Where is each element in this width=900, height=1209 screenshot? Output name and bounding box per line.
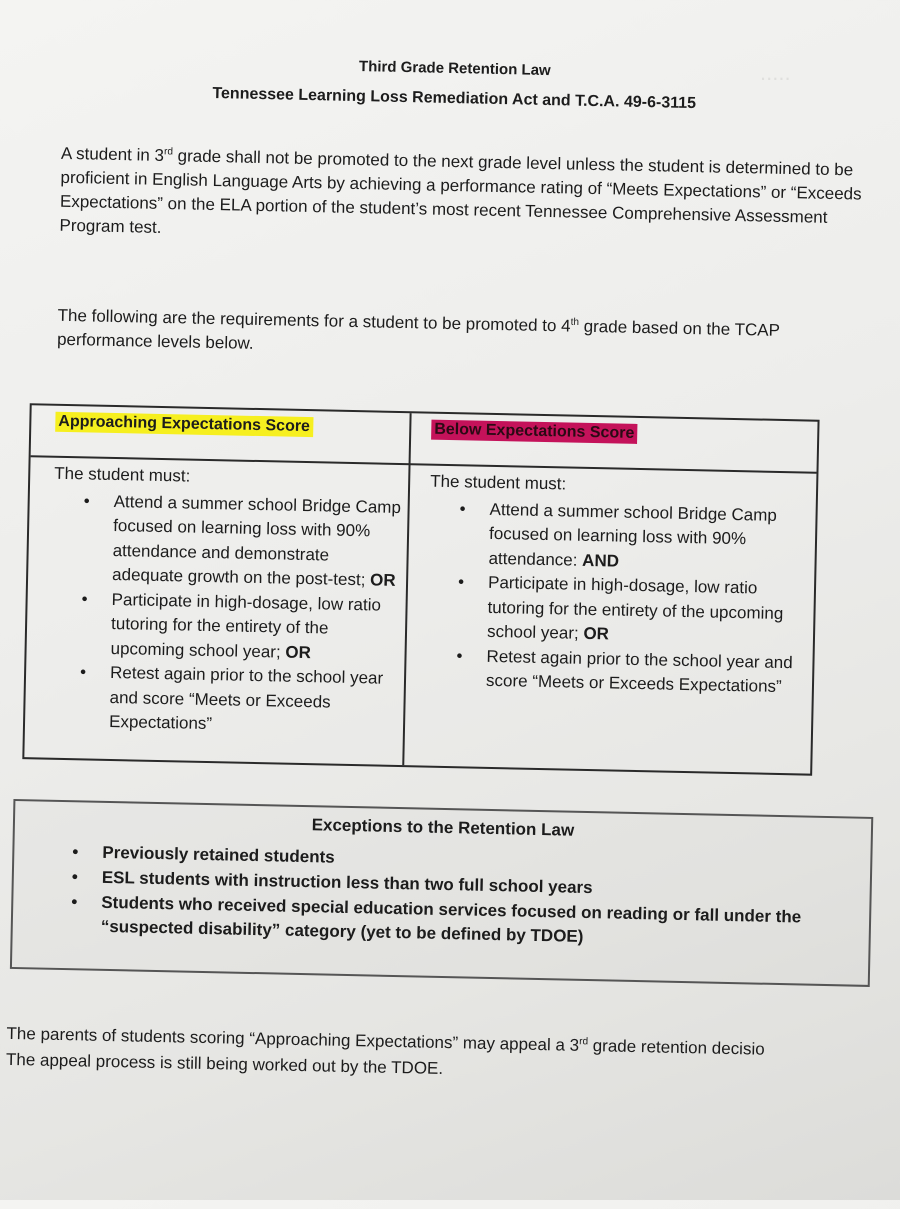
closing-line-2: The appeal process is still being worked out by the TDOE. [5, 1049, 444, 1079]
list-item: • Students who received special education services focused on reading or fall under the “suspected disability” category (yet to be defined by TDOE) [71, 892, 802, 946]
document-subtitle: Tennessee Learning Loss Remediation Act and T.C.A. 49-6-3115 [212, 84, 697, 113]
below-header: Below Expectations Score [431, 420, 637, 444]
below-column [426, 470, 801, 700]
approaching-list [49, 488, 404, 740]
exceptions-title: Exceptions to the Retention Law [311, 815, 575, 840]
bullet-icon: • [72, 842, 79, 862]
list-item: • ESL students with instruction less than two full school years [71, 867, 593, 898]
document-title: Third Grade Retention Law [358, 58, 551, 80]
list-item: • Retest again prior to the school year and score “Meets or Exceeds Expectations” [456, 645, 793, 697]
bullet-icon: • [81, 588, 88, 608]
bullet-icon: • [79, 662, 87, 682]
list-item: • Attend a summer school Bridge Camp focused on learning loss with 90% attendance and demonstrate adequate growth on the post-test; OR [83, 490, 402, 590]
list-item: • Retest again prior to the school year and score “Meets or Exceeds Expectations” [79, 662, 384, 734]
requirements-paragraph: The following are the requirements for a student to be promoted to 4th grade based on the TCAP performance levels below. [56, 305, 780, 353]
list-item: • Attend a summer school Bridge Camp focused on learning loss with 90% attendance: AND [459, 498, 778, 571]
bullet-icon: • [83, 490, 90, 510]
bullet-icon: • [459, 498, 466, 518]
bullet-icon: • [456, 645, 463, 665]
exceptions-list [13, 839, 855, 956]
exceptions-box [10, 799, 873, 987]
bleed-through-text: ..... [760, 60, 791, 85]
bullet-icon: • [71, 867, 78, 887]
list-item: • Participate in high-dosage, low ratio tutoring for the entirety of the upcoming school year; OR [81, 588, 382, 662]
list-item: • Participate in high-dosage, low ratio tutoring for the entirety of the upcoming school year; OR [457, 572, 784, 644]
bullet-icon: • [71, 892, 78, 912]
below-lead: The student must: [430, 471, 567, 494]
intro-paragraph: A student in 3rd grade shall not be promoted to the next grade level unless the student is determined to be proficient in English Language Arts by achieving a performance rating of “Meets Expectations” or “Exceeds Expectations” on the ELA portion of the student’s most recent Tennessee Comprehensive Assessment Program test. [59, 143, 862, 237]
bullet-icon: • [457, 572, 465, 592]
performance-table [22, 403, 819, 775]
approaching-column [49, 462, 405, 741]
approaching-lead: The student must: [54, 463, 191, 486]
approaching-header: Approaching Expectations Score [55, 412, 313, 437]
column-divider [402, 413, 411, 765]
closing-paragraph [6, 1021, 877, 1091]
closing-line-1: The parents of students scoring “Approaching Expectations” may appeal a 3rd grade retention decisio [6, 1023, 765, 1059]
list-item: • Previously retained students [72, 842, 335, 867]
below-list [426, 496, 800, 700]
